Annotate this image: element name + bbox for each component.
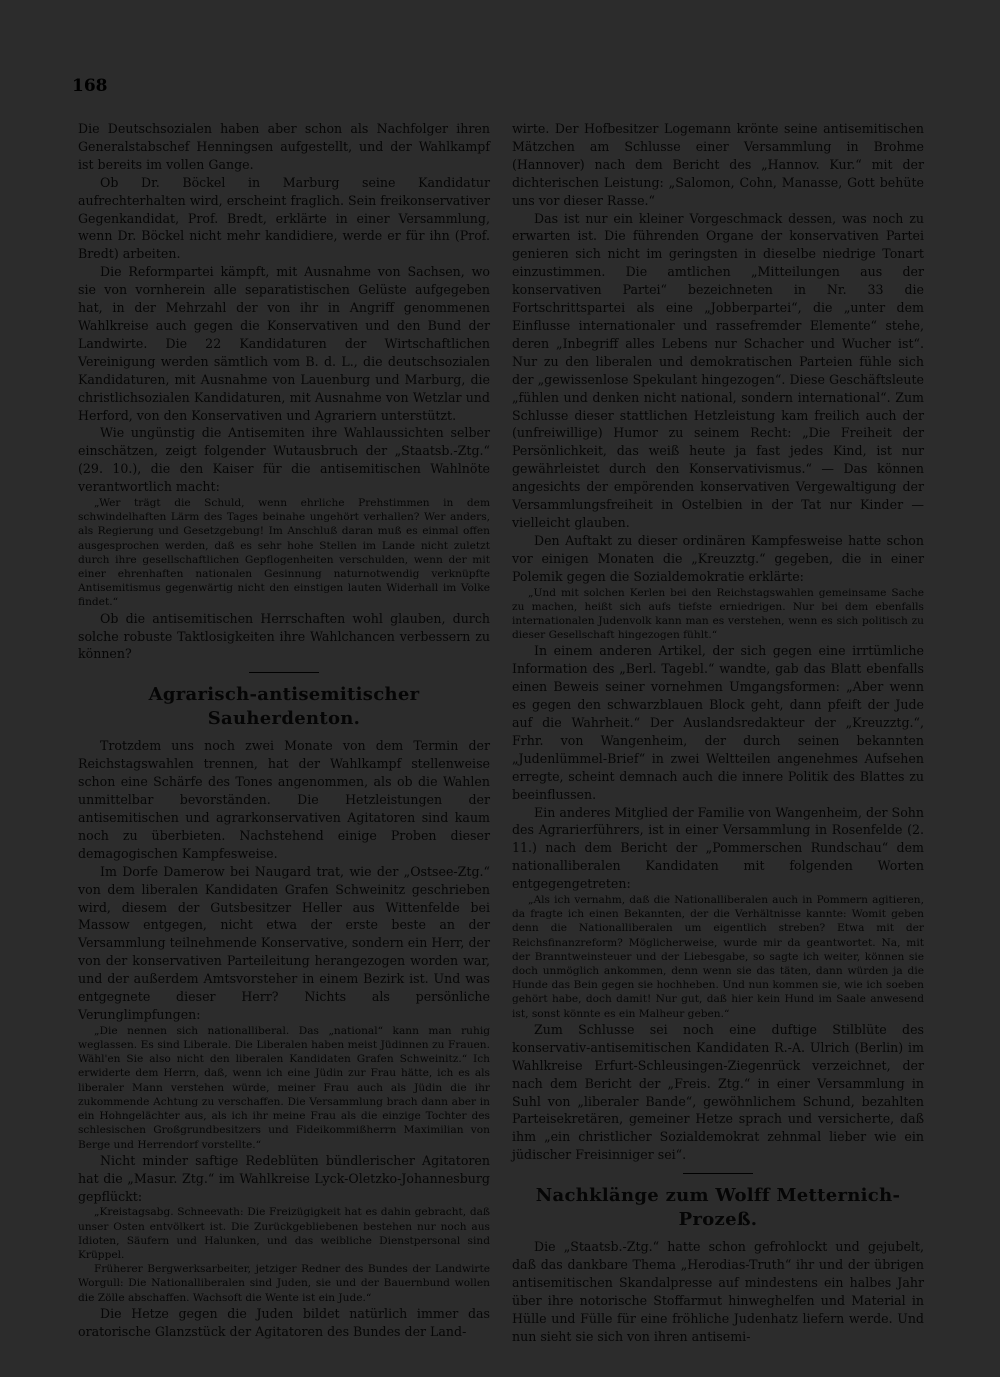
section-heading: Nachklänge zum Wolff Metternich-Prozeß. (535, 1185, 901, 1231)
paragraph: Ob die antisemitischen Herrschaften wohl glauben, durch solche robuste Taktlosigkeiten ihre Wahlchancen verbessern zu können? (78, 610, 490, 662)
paragraph: Wie ungünstig die Antisemiten ihre Wahlaussichten selber einschätzen, zeigt folgender Wutausbruch der „Staatsb.-Ztg.“ (29. 10.), die den Kaiser für die antisemitischen Wahlnöte verantwortlich macht: (78, 425, 490, 495)
paragraph: Die „Staatsb.-Ztg.“ hatte schon gefrohlockt und gejubelt, daß das dankbare Thema „Herodias-Truth“ ihr und der übrigen antisemitischen Skandalpresse auf mindestens ein halbes Jahr über ihre notorische Stoffarmut hinweghelfen und Material in Hülle und Fülle für eine fröhliche Judenhatz liefern werde. Und nun sieht sie sich von ihren antisemi- (512, 1239, 924, 1344)
quote-paragraph: „Und mit solchen Kerlen bei den Reichstagswahlen gemeinsame Sache zu machen, heißt sich aufs tiefste erniedrigen. Nur bei dem ebenfalls internationalen Judenvolk kann man es verstehen, wenn es sich politisch zu dieser Gesellschaft hingezogen fühlt.“ (512, 586, 924, 642)
quote-paragraph: „Als ich vernahm, daß die Nationalliberalen auch in Pommern agitieren, da fragte ich einen Bekannten, der die Verhältnisse kannte: Womit geben denn die Nationalliberalen um eigentlich streben? Etwa mit der Reichsfinanzreform? Möglicherweise, wurde mir da geantwortet. Na, mit der Branntweinsteuer und der Liebesgabe, so sagte ich weiter, können sie doch unmöglich ankommen, denn wenn sie das täten, dann würden ja die Hunde das Bein gegen sie hochheben. Und nun kommen sie, wie ich soeben gehört habe, doch damit! Nur gut, daß hier kein Hund im Saale anwesend ist, sonst könnte es ein Malheur geben.“ (512, 894, 924, 1020)
section-heading: Agrarisch-antisemitischer Sauherdenton. (148, 684, 420, 730)
page-number: 168 (72, 76, 108, 96)
quote-paragraph: „Kreistagsabg. Schneevath: Die Freizügigkeit hat es dahin gebracht, daß unser Osten entvölkert ist. Die Zurückgebliebenen bestehen nur noch aus Idioten, Säufern und Halunken, und das weibliche Dienstpersonal sind Krüppel. (78, 1206, 490, 1262)
paragraph: Die Reformpartei kämpft, mit Ausnahme von Sachsen, wo sie von vornherein alle separatistischen Gelüste aufgegeben hat, in der Mehrzahl der von ihr in Angriff genommenen Wahlkreise auch gegen die Konservativen und den Bund der Landwirte. Die 22 Kandidaturen der Wirtschaftlichen Vereinigung werden sämtlich vom B. d. L., die deutschsozialen Kandidaturen, mit Ausnahme von Lauenburg und Marburg, die christlichsozialen Kandidaturen, mit Ausnahme von Wetzlar und Herford, von den Konservativen und Agrariern unterstützt. (78, 264, 490, 423)
paragraph: In einem anderen Artikel, der sich gegen eine irrtümliche Information des „Berl. Tagebl.“ wandte, gab das Blatt ebenfalls einen Beweis seiner vornehmen Umgangsformen: „Aber wenn es gegen den schwarzblauen Block geht, dann pfeift der Jude auf die Wahrheit.“ Der Auslandsredakteur der „Kreuzztg.“, Frhr. von Wangenheim, der durch seinen bekannten „Judenlümmel-Brief“ in zwei Weltteilen angenehmes Aufsehen erregte, scheint demnach auch die innere Politik des Blattes zu beeinflussen. (512, 643, 924, 802)
right-column (512, 120, 924, 1346)
paragraph: wirte. Der Hofbesitzer Logemann krönte seine antisemitischen Mätzchen am Schlusse einer Versammlung in Brohme (Hannover) nach dem Bericht des „Hannov. Kur.“ mit der dichterischen Leistung: „Salomon, Cohn, Manasse, Gott behüte uns vor dieser Rasse.“ (512, 121, 924, 208)
paragraph: Ob Dr. Böckel in Marburg seine Kandidatur aufrechterhalten wird, erscheint fraglich. Sein freikonservativer Gegenkandidat, Prof. Bredt, erklärte in einer Versammlung, wenn Dr. Böckel nicht mehr kandidiere, werde er für ihn (Prof. Bredt) arbeiten. (78, 174, 490, 262)
section-divider (249, 672, 319, 673)
quote-paragraph: „Die nennen sich nationalliberal. Das „national“ kann man ruhig weglassen. Es sind Liberale. Die Liberalen haben meist Jüdinnen zu Frauen. Wähl'en Sie also nicht den liberalen Kandidaten Grafen Schweinitz.“ Ich erwiderte dem Herrn, daß, wenn ich eine Jüdin zur Frau hätte, ich es als liberaler Mann verstehen würde, meiner Frau auch als Jüdin die ihr zukommende Achtung zu verschaffen. Die Versammlung brach dann aber in ein Hohngelächter aus, als ich ihr meine Frau als die einzige Tochter des schlesischen Großgrundbesitzers und Fideikommißherrn Maximilian von Berge und Herrendorf vorstellte.“ (78, 1024, 490, 1151)
paragraph: Im Dorfe Damerow bei Naugard trat, wie der „Ostsee-Ztg.“ von dem liberalen Kandidaten Grafen Schweinitz geschrieben wird, diesem der Gutsbesitzer Heller aus Wittenfelde bei Massow entgegen, nicht etwa der erste beste an der Versammlung teilnehmende Konservative, sondern ein Herr, der von der konservativen Parteileitung herangezogen worden war, und der außerdem Amtsvorsteher in einem Bezirk ist. Und was entgegnete dieser Herr? Nichts als persönliche Verunglimpfungen: (78, 863, 490, 1022)
paragraph: Trotzdem uns noch zwei Monate von dem Termin der Reichstagswahlen trennen, hat der Wahlkampf stellenweise schon eine Schärfe des Tones angenommen, als ob die Wahlen unmittelbar bevorständen. Die Hetzleistungen der antisemitischen und agrarkonservativen Agitatoren sind kaum noch zu überbieten. Nachstehend einige Proben dieser demagogischen Kampfesweise. (78, 738, 490, 861)
paragraph: Zum Schlusse sei noch eine duftige Stilblüte des konservativ-antisemitischen Kandidaten R.-A. Ulrich (Berlin) im Wahlkreise Erfurt-Schleusingen-Ziegenrück verzeichnet, der nach dem Bericht der „Freis. Ztg.“ in einer Versammlung in Suhl von „liberaler Bande“, gewöhnlichem Schund, bezahlten Parteisekretären, gemeiner Hetze sprach und versicherte, daß ihm „ein christlicher Sozialdemokrat zehnmal lieber wie ein jüdischer Freisinniger sei“. (512, 1021, 924, 1163)
paragraph: Den Auftakt zu dieser ordinären Kampfesweise hatte schon vor einigen Monaten die „Kreuzztg.“ gegeben, die in einer Polemik gegen die Sozialdemokratie erklärte: (512, 532, 924, 584)
paragraph: Das ist nur ein kleiner Vorgeschmack dessen, was noch zu erwarten ist. Die führenden Organe der konservativen Partei genieren sich nicht im geringsten in dieselbe niedrige Tonart einzustimmen. Die amtlichen „Mitteilungen aus der konservativen Partei“ bezeichneten in Nr. 33 die Fortschrittspartei als eine „Jobberpartei“, die „unter dem Einflusse internationaler und rassefremder Elemente“ stehe, deren „Inbegriff alles Lebens nur Schacher und Wucher ist“. Nur zu den liberalen und demokratischen Parteien fühle sich der „gewissenlose Spekulant hingezogen“. Diese Geschäftsleute „fühlen und denken nicht national, sondern international“. Zum Schlusse dieser stattlichen Hetzleistung kam freilich auch der (unfreiwillige) Humor zu seinem Recht: „Die Freiheit der Persönlichkeit, das weiß heute ja fast jedes Kind, ist nur gewährleistet durch den Konservativismus.“ — Das können angesichts der empörenden konservativen Vergewaltigung der Versammlungsfreiheit in Ostelbien in der Tat nur Kinder — vielleicht glauben. (512, 210, 924, 530)
paragraph: Ein anderes Mitglied der Familie von Wangenheim, der Sohn des Agrarierführers, ist in einer Versammlung in Rosenfelde (2. 11.) nach dem Bericht der „Pommerschen Rundschau“ dem nationalliberalen Kandidaten mit folgenden Worten entgegengetreten: (512, 804, 924, 892)
paragraph: Die Deutschsozialen haben aber schon als Nachfolger ihren Generalstabschef Henningsen aufgestellt, und der Wahlkampf ist bereits im vollen Gange. (78, 121, 490, 172)
paragraph: Die Hetze gegen die Juden bildet natürlich immer das oratorische Glanzstück der Agitatoren des Bundes der Land- (78, 1305, 490, 1339)
paragraph: Nicht minder saftige Redeblüten bündlerischer Agitatoren hat die „Masur. Ztg.“ im Wahlkreise Lyck-Oletzko-Johannesburg gepflückt: (78, 1152, 490, 1204)
section-divider (683, 1173, 753, 1174)
quote-paragraph: „Wer trägt die Schuld, wenn ehrliche Prehstimmen in dem schwindelhaften Lärm des Tages beinahe ungehört verhallen? Wer anders, als Regierung und Gesetzgebung! Im Anschluß daran muß es einmal offen ausgesprochen werden, daß es sehr hohe Stellen im Lande nicht zuletzt durch ihre gesellschaftlichen Gepflogenheiten verschulden, wenn der mit einer ehrenhaften nationalen Gesinnung naturnotwendig verknüpfte Antisemitismus gegenwärtig nicht den einstigen lauten Widerhall im Volke findet.“ (78, 497, 490, 609)
quote-paragraph: Früherer Bergwerksarbeiter, jetziger Redner des Bundes der Landwirte Worgull: Die Nationalliberalen sind Juden, sie und der Bauernbund wollen die Zölle abschaffen. Wachsoft die Wente ist ein Jude.“ (78, 1263, 490, 1304)
left-column (78, 120, 490, 1341)
